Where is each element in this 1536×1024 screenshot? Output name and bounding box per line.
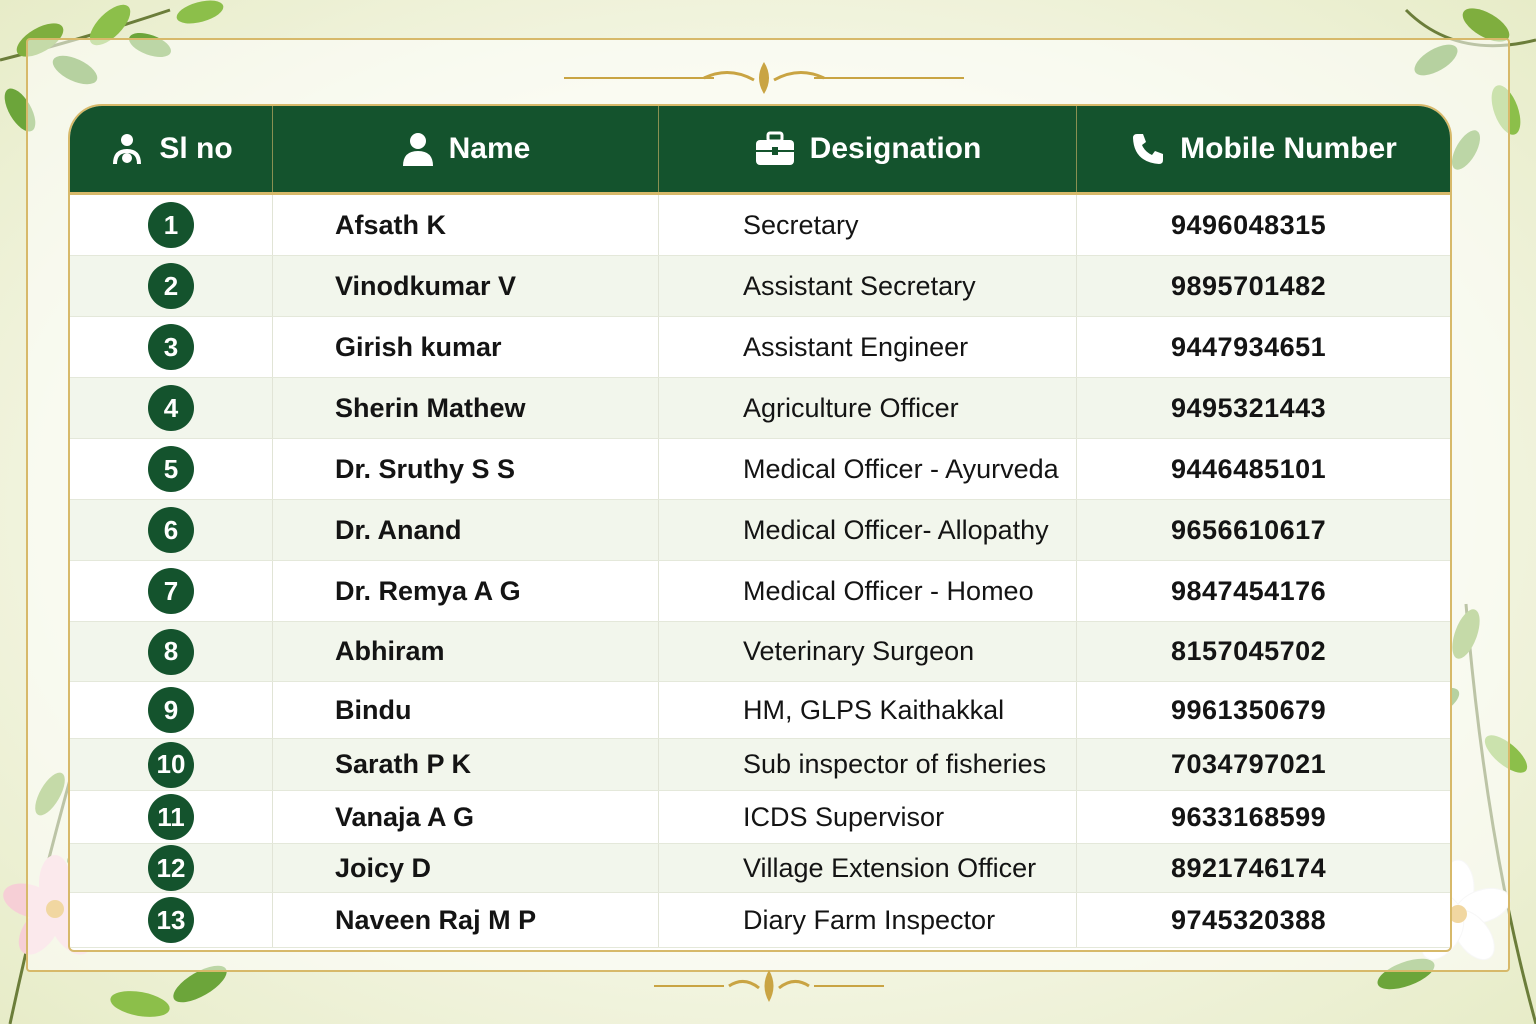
name-cell: [273, 500, 659, 560]
name-cell: [273, 893, 659, 947]
designation-text: Medical Officer - Ayurveda: [743, 453, 1059, 484]
row-number-badge: 9: [148, 687, 194, 733]
name-cell: [273, 439, 659, 499]
name-text: Abhiram: [335, 636, 445, 666]
slno-cell: [70, 439, 273, 499]
designation-cell: [659, 256, 1077, 316]
designation-text: Assistant Engineer: [743, 331, 969, 362]
table-body: [70, 195, 1450, 948]
name-cell: [273, 739, 659, 790]
mobile-cell: [1077, 682, 1450, 738]
person-icon: [401, 131, 435, 167]
designation-text: Medical Officer- Allopathy: [743, 514, 1049, 545]
slno-cell: [70, 317, 273, 377]
header-slno: Sl no: [70, 106, 273, 192]
header-designation: Designation: [659, 106, 1077, 192]
mobile-text: 9961350679: [1171, 694, 1327, 725]
designation-text: Assistant Secretary: [743, 270, 976, 301]
name-text: Girish kumar: [335, 331, 502, 362]
slno-cell: [70, 500, 273, 560]
table-row: [70, 439, 1450, 500]
designation-text: Village Extension Officer: [743, 852, 1037, 883]
designation-text: Medical Officer - Homeo: [743, 575, 1034, 606]
mobile-text: 9656610617: [1171, 514, 1327, 545]
row-number-badge: 11: [148, 794, 194, 840]
mobile-text: 9446485101: [1171, 453, 1327, 484]
mobile-text: 8921746174: [1171, 852, 1327, 883]
name-text: Dr. Anand: [335, 514, 462, 545]
name-cell: [273, 195, 659, 255]
header-name: Name: [273, 106, 659, 192]
row-number-badge: 13: [148, 897, 194, 943]
name-cell: [273, 844, 659, 892]
mobile-cell: [1077, 739, 1450, 790]
designation-cell: [659, 844, 1077, 892]
row-number-badge: 3: [148, 324, 194, 370]
row-number-badge: 4: [148, 385, 194, 431]
table-header: [70, 106, 1450, 195]
mobile-text: 9447934651: [1171, 331, 1327, 362]
name-text: Sherin Mathew: [335, 392, 526, 423]
table-row: [70, 622, 1450, 682]
slno-cell: [70, 893, 273, 947]
designation-text: Sub inspector of fisheries: [743, 749, 1047, 779]
row-number-badge: 8: [148, 629, 194, 675]
name-text: Dr. Sruthy S S: [335, 453, 516, 484]
name-cell: [273, 317, 659, 377]
table-row: [70, 844, 1450, 893]
people-icon: [109, 131, 145, 167]
mobile-cell: [1077, 378, 1450, 438]
slno-cell: [70, 561, 273, 621]
table-row: [70, 500, 1450, 561]
name-cell: [273, 791, 659, 843]
designation-cell: [659, 561, 1077, 621]
top-ornament-icon: [564, 58, 964, 98]
name-cell: [273, 682, 659, 738]
mobile-cell: [1077, 893, 1450, 947]
name-cell: [273, 256, 659, 316]
slno-cell: [70, 378, 273, 438]
phone-icon: [1130, 131, 1166, 167]
designation-cell: [659, 378, 1077, 438]
designation-text: Diary Farm Inspector: [743, 904, 996, 935]
name-cell: [273, 622, 659, 681]
table-row: [70, 195, 1450, 256]
name-text: Vinodkumar V: [335, 270, 517, 301]
name-text: Vanaja A G: [335, 801, 475, 832]
mobile-cell: [1077, 256, 1450, 316]
row-number-badge: 7: [148, 568, 194, 614]
row-number-badge: 12: [148, 845, 194, 891]
header-mobile: Mobile Number: [1077, 106, 1450, 192]
row-number-badge: 1: [148, 202, 194, 248]
table-row: [70, 682, 1450, 739]
mobile-text: 7034797021: [1171, 749, 1327, 779]
name-cell: [273, 561, 659, 621]
briefcase-icon: [754, 131, 796, 167]
mobile-text: 9496048315: [1171, 209, 1327, 240]
name-text: Afsath K: [335, 209, 447, 240]
name-cell: [273, 378, 659, 438]
mobile-cell: [1077, 791, 1450, 843]
designation-cell: [659, 195, 1077, 255]
designation-cell: [659, 893, 1077, 947]
slno-cell: [70, 195, 273, 255]
designation-text: HM, GLPS Kaithakkal: [743, 694, 1005, 725]
row-number-badge: 5: [148, 446, 194, 492]
mobile-text: 9847454176: [1171, 575, 1327, 606]
table-row: [70, 317, 1450, 378]
table-row: [70, 791, 1450, 844]
slno-cell: [70, 682, 273, 738]
table-row: [70, 739, 1450, 791]
designation-cell: [659, 317, 1077, 377]
slno-cell: [70, 844, 273, 892]
mobile-text: 9745320388: [1171, 904, 1327, 935]
mobile-cell: [1077, 439, 1450, 499]
table-row: [70, 378, 1450, 439]
designation-cell: [659, 682, 1077, 738]
mobile-text: 8157045702: [1171, 636, 1327, 666]
designation-cell: [659, 622, 1077, 681]
designation-cell: [659, 500, 1077, 560]
slno-cell: [70, 739, 273, 790]
bottom-ornament-icon: [654, 966, 884, 1006]
name-text: Joicy D: [335, 852, 432, 883]
mobile-cell: [1077, 844, 1450, 892]
row-number-badge: 2: [148, 263, 194, 309]
row-number-badge: 10: [148, 742, 194, 788]
mobile-cell: [1077, 561, 1450, 621]
mobile-text: 9495321443: [1171, 392, 1327, 423]
designation-text: Agriculture Officer: [743, 392, 959, 423]
mobile-cell: [1077, 317, 1450, 377]
name-text: Bindu: [335, 694, 412, 725]
slno-cell: [70, 622, 273, 681]
mobile-cell: [1077, 195, 1450, 255]
name-text: Sarath P K: [335, 749, 472, 779]
designation-text: ICDS Supervisor: [743, 801, 945, 832]
mobile-cell: [1077, 500, 1450, 560]
slno-cell: [70, 256, 273, 316]
designation-text: Secretary: [743, 209, 859, 240]
staff-table: [68, 104, 1452, 952]
table-row: [70, 561, 1450, 622]
mobile-text: 9895701482: [1171, 270, 1327, 301]
row-number-badge: 6: [148, 507, 194, 553]
name-text: Naveen Raj M P: [335, 904, 537, 935]
name-text: Dr. Remya A G: [335, 575, 521, 606]
mobile-text: 9633168599: [1171, 801, 1327, 832]
slno-cell: [70, 791, 273, 843]
designation-text: Veterinary Surgeon: [743, 636, 975, 666]
mobile-cell: [1077, 622, 1450, 681]
table-row: [70, 256, 1450, 317]
designation-cell: [659, 739, 1077, 790]
table-row: [70, 893, 1450, 948]
designation-cell: [659, 439, 1077, 499]
designation-cell: [659, 791, 1077, 843]
